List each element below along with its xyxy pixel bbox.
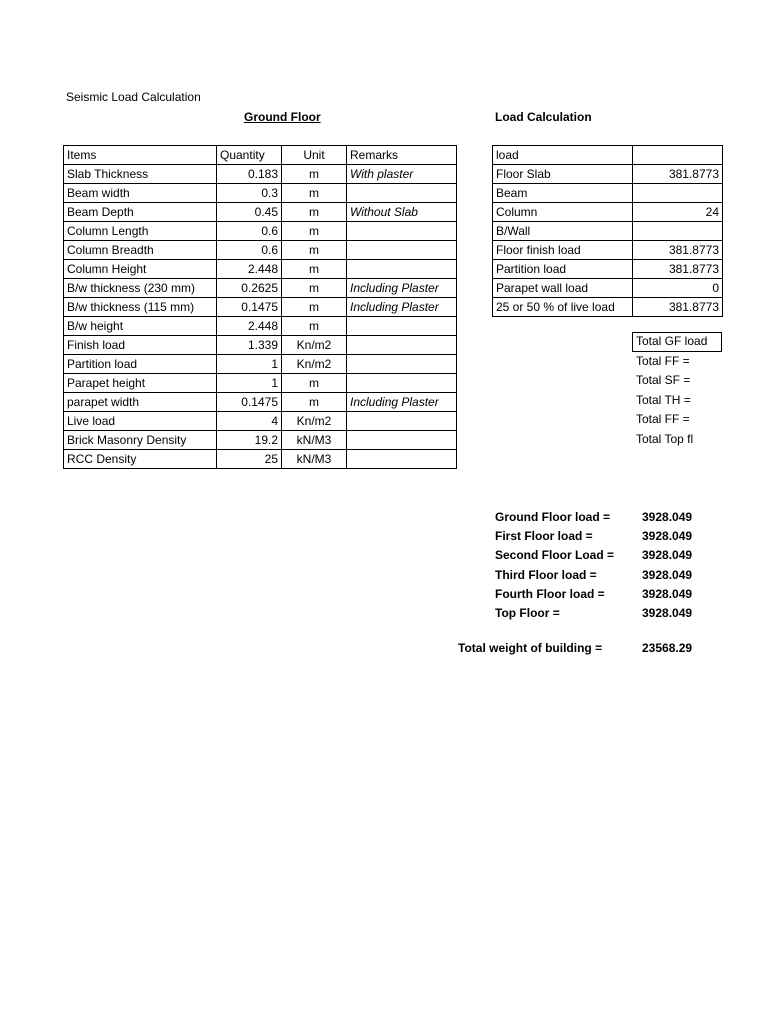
column-header: Items: [64, 146, 217, 165]
load-value-cell: 381.8773: [633, 241, 723, 260]
load-name-cell: B/Wall: [493, 222, 633, 241]
load-name-cell: Floor finish load: [493, 241, 633, 260]
table-row: [64, 393, 457, 412]
floor-load-label: Second Floor Load =: [495, 548, 615, 563]
column-header: Unit: [282, 146, 347, 165]
unit-cell: m: [282, 184, 347, 203]
table-row: [64, 431, 457, 450]
table-row: [64, 184, 457, 203]
table-row: [64, 450, 457, 469]
load-name-cell: Column: [493, 203, 633, 222]
unit-cell: kN/M3: [282, 450, 347, 469]
item-name-cell: Beam width: [64, 184, 217, 203]
load-name-cell: Parapet wall load: [493, 279, 633, 298]
floor-load-value: 3928.049: [642, 586, 693, 601]
table-row: [64, 222, 457, 241]
quantity-cell: 1: [217, 355, 282, 374]
load-value-cell: [633, 222, 723, 241]
remarks-cell: [347, 355, 457, 374]
floor-load-label: Top Floor =: [495, 606, 560, 620]
remarks-cell: Including Plaster: [347, 393, 457, 412]
floor-load-value: 3928.049: [642, 606, 693, 620]
unit-cell: Kn/m2: [282, 336, 347, 355]
item-name-cell: Live load: [64, 412, 217, 431]
total-line: Total SF =: [636, 373, 691, 388]
unit-cell: m: [282, 222, 347, 241]
load-row: [493, 203, 723, 222]
remarks-cell: [347, 222, 457, 241]
quantity-cell: 4: [217, 412, 282, 431]
total-line: Total TH =: [636, 392, 691, 407]
load-table-container: [492, 145, 719, 315]
remarks-cell: Including Plaster: [347, 279, 457, 298]
item-name-cell: parapet width: [64, 393, 217, 412]
quantity-cell: 2.448: [217, 317, 282, 336]
unit-cell: m: [282, 165, 347, 184]
total-line: Total GF load: [636, 334, 708, 348]
unit-cell: m: [282, 260, 347, 279]
remarks-cell: With plaster: [347, 165, 457, 184]
item-name-cell: Parapet height: [64, 374, 217, 393]
load-row: [493, 260, 723, 279]
unit-cell: m: [282, 241, 347, 260]
floor-load-label: Fourth Floor load =: [495, 586, 605, 601]
table-row: [64, 374, 457, 393]
table-row: [64, 355, 457, 374]
load-header-value: [633, 146, 723, 165]
unit-cell: m: [282, 374, 347, 393]
unit-cell: m: [282, 393, 347, 412]
items-table: [63, 145, 457, 469]
load-name-cell: Beam: [493, 184, 633, 203]
unit-cell: Kn/m2: [282, 412, 347, 431]
item-name-cell: Slab Thickness: [64, 165, 217, 184]
load-row: [493, 184, 723, 203]
load-row: [493, 298, 723, 317]
table-row: [64, 279, 457, 298]
floor-load-value: 3928.049: [642, 567, 693, 582]
floor-load-label: Third Floor load =: [495, 567, 597, 582]
remarks-cell: [347, 184, 457, 203]
floor-load-value: 3928.049: [642, 510, 693, 524]
item-name-cell: Brick Masonry Density: [64, 431, 217, 450]
quantity-cell: 0.183: [217, 165, 282, 184]
load-value-cell: 24: [633, 203, 723, 222]
unit-cell: kN/M3: [282, 431, 347, 450]
remarks-cell: [347, 374, 457, 393]
floor-load-label: First Floor load =: [495, 529, 593, 544]
column-header: Remarks: [347, 146, 457, 165]
table-row: [64, 165, 457, 184]
quantity-cell: 0.2625: [217, 279, 282, 298]
quantity-cell: 25: [217, 450, 282, 469]
unit-cell: m: [282, 317, 347, 336]
load-name-cell: Floor Slab: [493, 165, 633, 184]
item-name-cell: Finish load: [64, 336, 217, 355]
load-row: [493, 222, 723, 241]
remarks-cell: [347, 336, 457, 355]
item-name-cell: RCC Density: [64, 450, 217, 469]
quantity-cell: 1: [217, 374, 282, 393]
remarks-cell: Without Slab: [347, 203, 457, 222]
floor-load-value: 3928.049: [642, 529, 693, 544]
totals-list: [632, 332, 708, 452]
quantity-cell: 0.45: [217, 203, 282, 222]
load-name-cell: 25 or 50 % of live load: [493, 298, 633, 317]
item-name-cell: B/w height: [64, 317, 217, 336]
load-value-cell: 381.8773: [633, 298, 723, 317]
item-name-cell: Column Height: [64, 260, 217, 279]
load-calculation-heading: Load Calculation: [495, 110, 592, 124]
item-name-cell: Beam Depth: [64, 203, 217, 222]
quantity-cell: 0.3: [217, 184, 282, 203]
page-title: Seismic Load Calculation: [66, 90, 201, 104]
floor-load-label: Ground Floor load =: [495, 510, 610, 524]
load-name-cell: Partition load: [493, 260, 633, 279]
item-name-cell: Column Length: [64, 222, 217, 241]
table-row: [64, 260, 457, 279]
load-value-cell: [633, 184, 723, 203]
table-row: [64, 412, 457, 431]
load-row: [493, 279, 723, 298]
load-header: load: [493, 146, 633, 165]
item-name-cell: B/w thickness (115 mm): [64, 298, 217, 317]
remarks-cell: [347, 450, 457, 469]
table-row: [64, 241, 457, 260]
remarks-cell: Including Plaster: [347, 298, 457, 317]
load-value-cell: 381.8773: [633, 260, 723, 279]
item-name-cell: Partition load: [64, 355, 217, 374]
total-weight-label: Total weight of building =: [458, 641, 603, 655]
table-row: [64, 336, 457, 355]
table-row: [64, 203, 457, 222]
total-line: Total FF =: [636, 353, 690, 368]
total-line: Total FF =: [636, 412, 690, 427]
ground-floor-heading: Ground Floor: [244, 110, 321, 124]
total-weight-value: 23568.29: [642, 641, 693, 655]
remarks-cell: [347, 260, 457, 279]
remarks-cell: [347, 412, 457, 431]
quantity-cell: 0.1475: [217, 393, 282, 412]
quantity-cell: 19.2: [217, 431, 282, 450]
load-row: [493, 165, 723, 184]
items-header-row: [64, 146, 457, 165]
unit-cell: Kn/m2: [282, 355, 347, 374]
load-row: [493, 241, 723, 260]
load-value-cell: 0: [633, 279, 723, 298]
quantity-cell: 1.339: [217, 336, 282, 355]
table-row: [64, 317, 457, 336]
quantity-cell: 0.1475: [217, 298, 282, 317]
unit-cell: m: [282, 203, 347, 222]
load-header-row: [493, 146, 723, 165]
quantity-cell: 0.6: [217, 222, 282, 241]
column-header: Quantity: [217, 146, 282, 165]
load-table: [492, 145, 723, 317]
total-line: Total Top fl: [636, 432, 694, 446]
quantity-cell: 2.448: [217, 260, 282, 279]
item-name-cell: B/w thickness (230 mm): [64, 279, 217, 298]
table-row: [64, 298, 457, 317]
item-name-cell: Column Breadth: [64, 241, 217, 260]
unit-cell: m: [282, 279, 347, 298]
remarks-cell: [347, 241, 457, 260]
unit-cell: m: [282, 298, 347, 317]
remarks-cell: [347, 317, 457, 336]
load-value-cell: 381.8773: [633, 165, 723, 184]
remarks-cell: [347, 431, 457, 450]
quantity-cell: 0.6: [217, 241, 282, 260]
floor-load-value: 3928.049: [642, 548, 693, 563]
